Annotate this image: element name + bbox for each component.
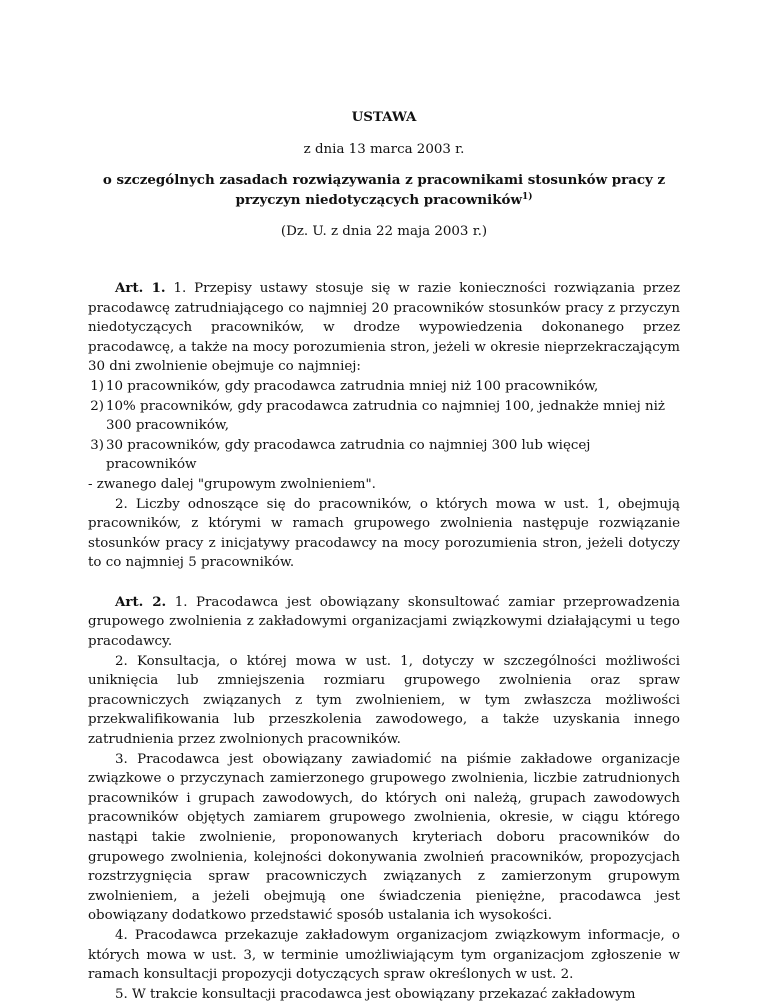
art2-paragraph-4: 4. Pracodawca przekazuje zakładowym organizacjom związkowym informacje, o których mowa w ust. 3, w terminie umożliwiającym tym organizacjom zgłoszenie w ramach konsultacji propozycji dotyczących spraw określonych w ust. 2. <box>88 927 680 983</box>
art1-paragraph-2: 2. Liczby odnoszące się do pracowników, o których mowa w ust. 1, obejmują pracowników, z którymi w ramach grupowego zwolnienia następuje rozwiązanie stosunków pracy z inicjatywy pracodawcy na mocy porozumienia stron, jeżeli dotyczy to co najmniej 5 pracowników. <box>88 496 680 571</box>
footnote-marker: 1) <box>522 191 533 202</box>
art2-paragraph-2: 2. Konsultacja, o której mowa w ust. 1, dotyczy w szczególności możliwości uniknięcia lub zmniejszenia rozmiaru grupowego zwolnienia oraz spraw pracowniczych związanych z tym zwolnieniem, w tym zwłaszcza możliwości przekwalifikowania lub przeszkolenia zawodowego, a także uzyskania innego zatrudnienia przez zwolnionych pracowników. <box>88 653 680 748</box>
list-item-number: 3) <box>90 437 104 453</box>
art1-list <box>88 377 680 475</box>
art1-p1-text: 1. Przepisy ustawy stosuje się w razie konieczności rozwiązania przez pracodawcę zatrudniającego co najmniej 20 pracowników stosunków pracy z przyczyn niedotyczących pracowników, w drodze wypowiedzenia dokonanego przez pracodawcę, a także na mocy porozumienia stron, jeżeli w okresie nieprzekraczającym 30 dni zwolnienie obejmuje co najmniej: <box>88 280 681 375</box>
list-item-text: 10% pracowników, gdy pracodawca zatrudnia co najmniej 100, jednakże mniej niż 300 pracowników, <box>106 398 665 434</box>
list-item-number: 2) <box>90 398 104 414</box>
art2-label: Art. 2. <box>115 593 167 610</box>
art1-label: Art. 1. <box>115 279 166 296</box>
subject-text: o szczególnych zasadach rozwiązywania z pracownikami stosunków pracy z przyczyn niedotyczących pracowników <box>102 172 666 208</box>
document-date: z dnia 13 marca 2003 r. <box>303 141 465 157</box>
list-item-text: 30 pracowników, gdy pracodawca zatrudnia co najmniej 300 lub więcej pracowników <box>106 437 591 473</box>
document-page <box>88 108 680 1004</box>
art2-paragraph-3: 3. Pracodawca jest obowiązany zawiadomić na piśmie zakładowe organizacje związkowe o przyczynach zamierzonego grupowego zwolnienia, liczbie zatrudnionych pracowników i grupach zawodowych, do których oni należą, grupach zawodowych pracowników objętych zamiarem grupowego zwolnienia, okresie, w ciągu którego nastąpi takie zwolnienie, proponowanych kryteriach doboru pracowników do grupowego zwolnienia, kolejności dokonywania zwolnień pracowników, propozycjach rozstrzygnięcia spraw pracowniczych związanych z zamierzonym grupowym zwolnieniem, a jeżeli obejmują one świadczenia pieniężne, pracodawca jest obowiązany dodatkowo przedstawić sposób ustalania ich wysokości. <box>88 751 680 924</box>
art2-paragraph-1 <box>88 593 680 652</box>
art1-paragraph-1 <box>88 279 680 377</box>
art2-p1-text: 1. Pracodawca jest obowiązany skonsultować zamiar przeprowadzenia grupowego zwolnienia z zakładowymi organizacjami związkowymi działającymi u tego pracodawcy. <box>88 594 680 650</box>
art2-paragraph-5: 5. W trakcie konsultacji pracodawca jest obowiązany przekazać zakładowym <box>115 986 636 1002</box>
list-item <box>88 397 680 436</box>
article-2 <box>88 593 680 1004</box>
list-item <box>88 436 680 475</box>
document-subject <box>88 171 680 210</box>
list-item-text: 10 pracowników, gdy pracodawca zatrudnia mniej niż 100 pracowników, <box>106 378 599 394</box>
article-1 <box>88 279 680 573</box>
list-item <box>88 377 680 397</box>
document-title: USTAWA <box>351 109 417 125</box>
publication-reference: (Dz. U. z dnia 22 maja 2003 r.) <box>280 224 488 240</box>
art1-list-tail: - zwanego dalej "grupowym zwolnieniem". <box>88 476 376 492</box>
list-item-number: 1) <box>90 378 104 394</box>
